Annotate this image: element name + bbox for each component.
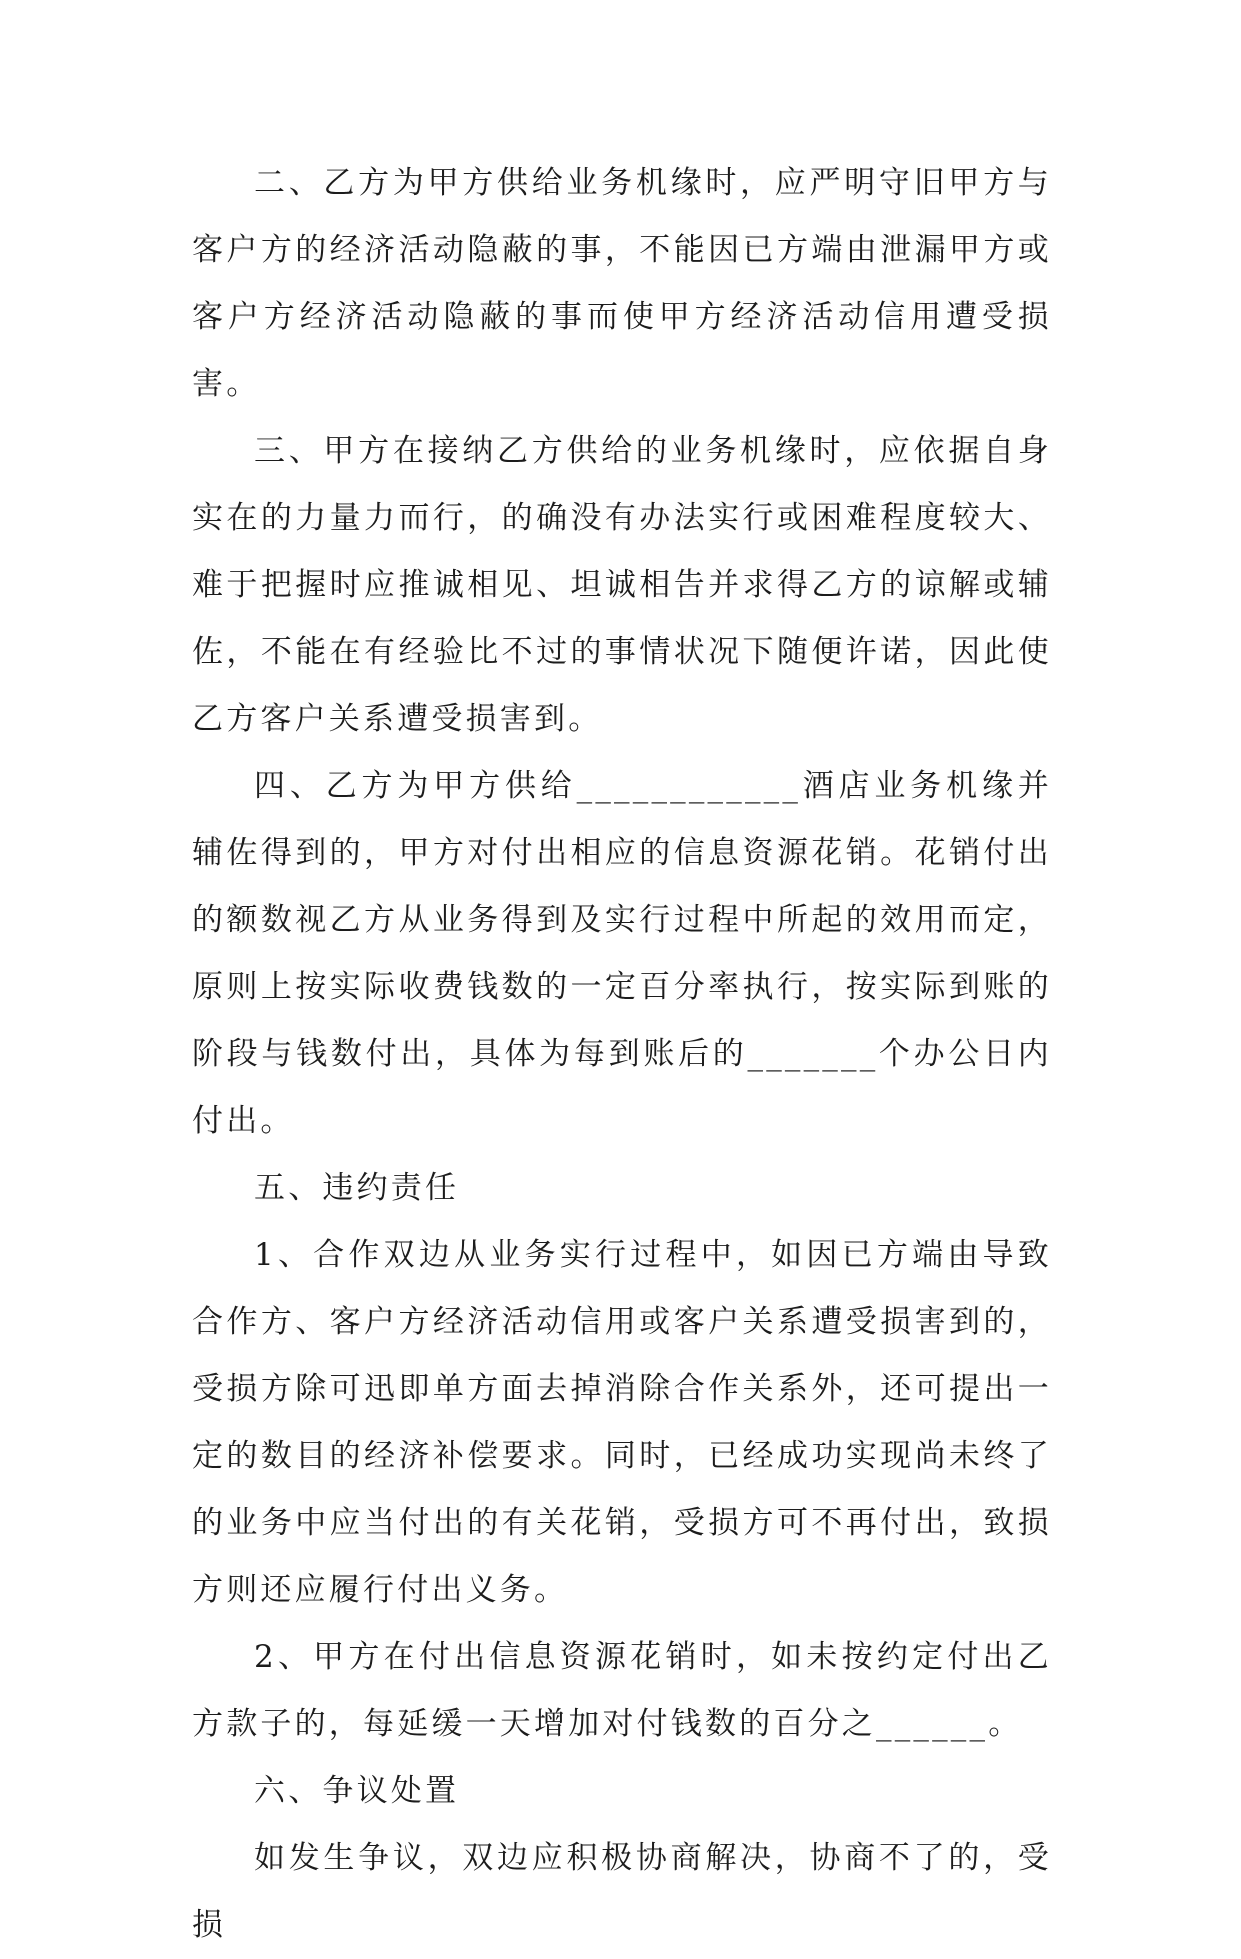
section-5-heading: 五、违约责任 bbox=[254, 1170, 460, 1206]
clause-2-paragraph: 二、乙方为甲方供给业务机缘时，应严明守旧甲方与客户方的经济活动隐蔽的事，不能因已方端由泄漏甲方或客户方经济活动隐蔽的事而使甲方经济活动信用遭受损害。 bbox=[192, 165, 1052, 402]
clause-4-paragraph: 四、乙方为甲方供给____________酒店业务机缘并辅佐得到的，甲方对付出相应的信息资源花销。花销付出的额数视乙方从业务得到及实行过程中所起的效用而定，原则上按实际收费钱数的一定百分率执行，按实际到账的阶段与钱数付出，具体为每到账后的_______个办公日内付出。 bbox=[192, 768, 1052, 1139]
document-body bbox=[192, 150, 1052, 1959]
clause-5-1-paragraph: 1、合作双边从业务实行过程中，如因已方端由导致合作方、客户方经济活动信用或客户关系遭受损害到的，受损方除可迅即单方面去掉消除合作关系外，还可提出一定的数目的经济补偿要求。同时，已经成功实现尚未终了的业务中应当付出的有关花销，受损方可不再付出，致损方则还应履行付出义务。 bbox=[192, 1237, 1052, 1608]
clause-3-paragraph: 三、甲方在接纳乙方供给的业务机缘时，应依据自身实在的力量力而行，的确没有办法实行或困难程度较大、难于把握时应推诚相见、坦诚相告并求得乙方的谅解或辅佐，不能在有经验比不过的事情状况下随便许诺，因此使乙方客户关系遭受损害到。 bbox=[192, 433, 1052, 737]
clause-5-2-paragraph: 2、甲方在付出信息资源花销时，如未按约定付出乙方款子的，每延缓一天增加对付钱数的百分之______。 bbox=[192, 1639, 1052, 1742]
section-6-heading: 六、争议处置 bbox=[254, 1773, 460, 1809]
dispute-paragraph: 如发生争议，双边应积极协商解决，协商不了的，受损 bbox=[192, 1840, 1052, 1943]
